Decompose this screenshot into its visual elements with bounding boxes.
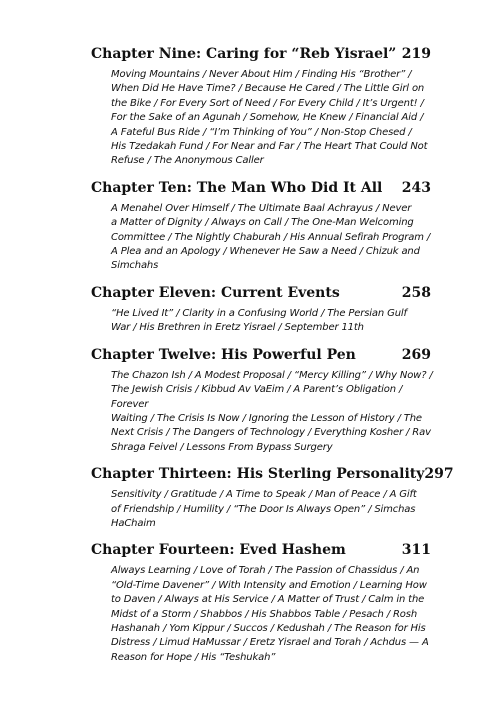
chapter-sections — [111, 68, 434, 169]
section-line: Refuse / The Anonymous Caller — [111, 155, 264, 167]
section-line: Next Crisis / The Dangers of Technology / Everything Kosher / Rav — [111, 427, 431, 439]
section-line: The Jewish Crisis / Kibbud Av VaEim / A Parent’s Obligation / Forever — [111, 384, 403, 410]
chapter-heading — [91, 346, 434, 364]
chapter-heading — [91, 284, 434, 302]
section-line: Reason for Hope / His “Teshukah” — [111, 651, 276, 663]
chapter-sections — [111, 564, 434, 665]
section-line: “He Lived It” / Clarity in a Confusing World / The Persian Gulf — [111, 307, 407, 319]
section-line: Midst of a Storm / Shabbos / His Shabbos Table / Pesach / Rosh — [111, 608, 418, 620]
chapter-page-number: 311 — [401, 542, 431, 559]
section-line: to Daven / Always at His Service / A Matter of Trust / Calm in the — [111, 594, 425, 606]
chapter-sections — [111, 202, 434, 274]
section-line: Waiting / The Crisis Is Now / Ignoring the Lesson of History / The — [111, 412, 422, 424]
toc-entry-chapter-ten — [91, 179, 434, 274]
chapter-page-number: 219 — [401, 46, 431, 62]
section-line: Hashanah / Yom Kippur / Succos / Kedushah / The Reason for His — [111, 622, 426, 634]
chapter-page-number: 258 — [401, 284, 431, 301]
section-line: Sensitivity / Gratitude / A Time to Speak / Man of Peace / A Gift — [111, 489, 417, 501]
toc-entry-chapter-thirteen — [91, 465, 454, 531]
section-line: A Plea and an Apology / Whenever He Saw a Need / Chizuk and — [111, 246, 420, 258]
chapter-sections — [111, 488, 434, 531]
chapter-title: Chapter Ten: The Man Who Did It All — [91, 179, 383, 196]
section-line: Moving Mountains / Never About Him / Finding His “Brother” / — [111, 69, 412, 80]
section-line: Always Learning / Love of Torah / The Passion of Chassidus / An — [111, 565, 420, 577]
chapter-page-number: 297 — [424, 466, 454, 483]
section-line: of Friendship / Humility / “The Door Is Always Open” / Simchas — [111, 503, 416, 515]
chapter-heading — [91, 465, 454, 483]
chapter-title: Chapter Twelve: His Powerful Pen — [91, 346, 356, 363]
chapter-heading — [91, 179, 434, 197]
toc-entry-chapter-nine — [91, 45, 434, 169]
section-line: War / His Brethren in Eretz Yisrael / September 11th — [111, 322, 364, 334]
chapter-heading — [91, 541, 434, 559]
toc-entry-chapter-twelve — [91, 346, 434, 455]
section-line: a Matter of Dignity / Always on Call / The One-Man Welcoming — [111, 217, 414, 229]
section-line: A Menahel Over Himself / The Ultimate Baal Achrayus / Never — [111, 202, 412, 214]
section-line: Distress / Limud HaMussar / Eretz Yisrael and Torah / Achdus — A — [111, 637, 429, 649]
section-line: For the Sake of an Agunah / Somehow, He Knew / Financial Aid / — [111, 112, 424, 124]
section-line: HaChaim — [111, 517, 156, 529]
section-line: Simchahs — [111, 260, 159, 272]
section-line: When Did He Have Time? / Because He Cared / The Little Girl on — [111, 83, 425, 95]
chapter-page-number: 269 — [401, 346, 431, 363]
section-line: Shraga Feivel / Lessons From Bypass Surgery — [111, 441, 333, 453]
chapter-sections — [111, 369, 434, 455]
section-line: “Old-Time Davener” / With Intensity and Emotion / Learning How — [111, 579, 427, 591]
toc-entry-chapter-fourteen — [91, 541, 434, 665]
chapter-page-number: 243 — [401, 179, 431, 196]
chapter-title: Chapter Fourteen: Eved Hashem — [91, 542, 346, 559]
chapter-heading — [91, 45, 434, 63]
section-line: A Fateful Bus Ride / “I’m Thinking of You” / Non-Stop Chesed / — [111, 126, 412, 138]
section-line: the Bike / For Every Sort of Need / For Every Child / It’s Urgent! / — [111, 97, 424, 109]
section-line: Committee / The Nightly Chaburah / His Annual Sefirah Program / — [111, 231, 431, 243]
toc-entry-chapter-eleven — [91, 284, 434, 336]
chapter-title: Chapter Nine: Caring for “Reb Yisrael” — [91, 46, 397, 62]
chapter-sections — [111, 307, 434, 336]
chapter-title: Chapter Thirteen: His Sterling Personality — [91, 466, 425, 483]
section-line: His Tzedakah Fund / For Near and Far / The Heart That Could Not — [111, 141, 428, 153]
section-line: The Chazon Ish / A Modest Proposal / “Mercy Killing” / Why Now? / — [111, 369, 433, 381]
table-of-contents — [91, 45, 454, 675]
chapter-title: Chapter Eleven: Current Events — [91, 284, 340, 301]
